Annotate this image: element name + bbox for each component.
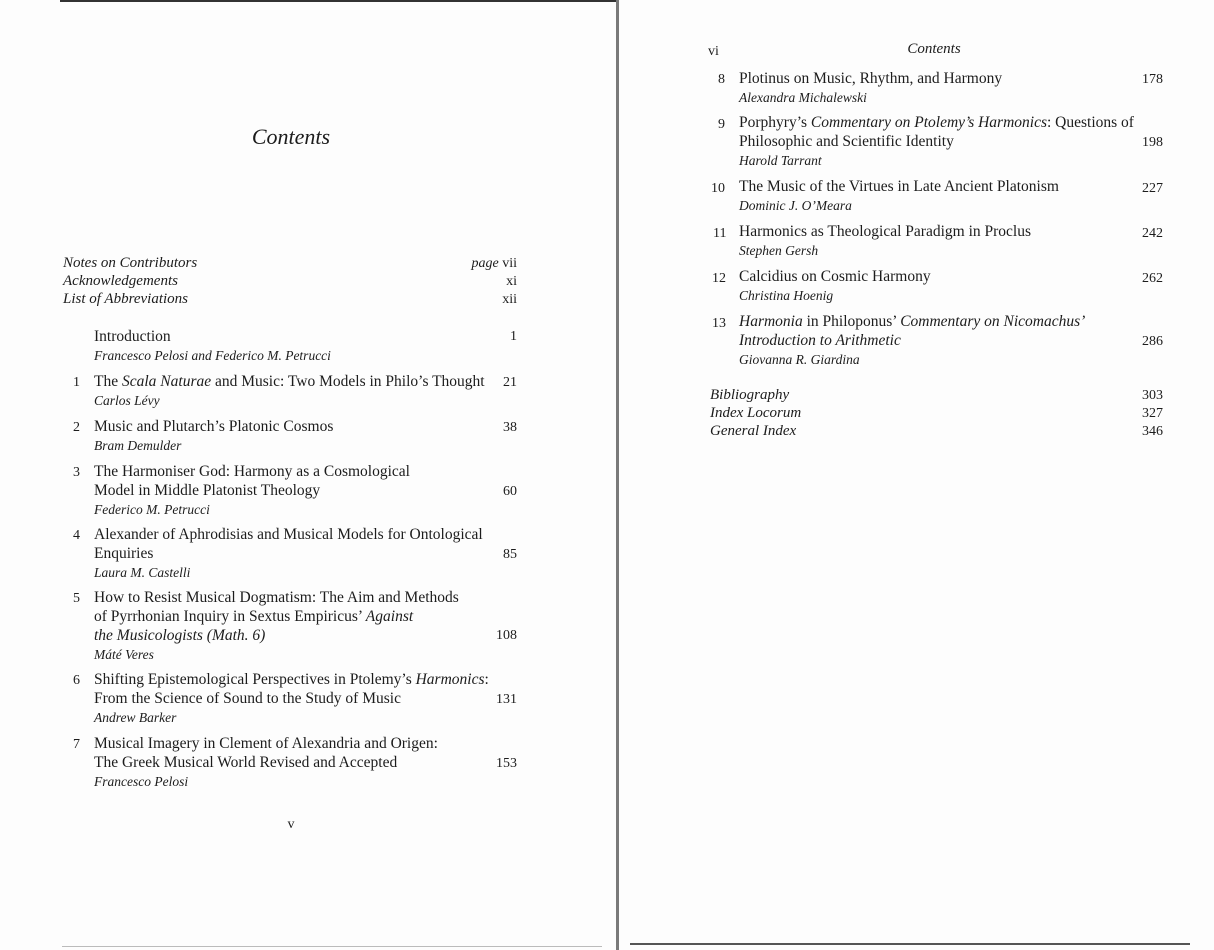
toc-title-chapter-13-line-2: Introduction to Arithmetic [739, 332, 901, 349]
toc-author-chapter-4: Laura M. Castelli [94, 565, 191, 580]
toc-entry-general-index: General Index [710, 423, 797, 439]
toc-entry-introduction: Introduction [94, 328, 171, 345]
toc-title-chapter-7-line-2: The Greek Musical World Revised and Accepted [94, 754, 398, 771]
chapter-number-10: 10 [711, 181, 725, 196]
page-number-chapter-8: 178 [1142, 72, 1163, 87]
toc-author-chapter-1: Carlos Lévy [94, 393, 160, 408]
page-number-abbreviations: xii [502, 292, 517, 307]
page-title: Contents [251, 124, 331, 149]
toc-author-chapter-10: Dominic J. O’Meara [739, 198, 852, 213]
toc-author-chapter-11: Stephen Gersh [739, 243, 819, 258]
page-folio: v [287, 817, 295, 832]
page-number-chapter-4: 85 [503, 547, 517, 562]
running-head: Contents [907, 41, 961, 57]
page-number-acknowledgements: xi [506, 274, 517, 289]
page-number-general-index: 346 [1142, 424, 1163, 439]
toc-title-chapter-5-line-3: the Musicologists (Math. 6) [94, 627, 266, 644]
top-edge-rule [60, 0, 616, 2]
toc-entry-bibliography: Bibliography [710, 387, 790, 403]
chapter-number-1: 1 [73, 375, 80, 390]
toc-entry-list-of-abbreviations: List of Abbreviations [63, 291, 189, 307]
page-folio: vi [708, 44, 719, 59]
toc-title-chapter-9-line-2: Philosophic and Scientific Identity [739, 133, 954, 150]
page-number-chapter-5: 108 [496, 628, 517, 643]
page-number-chapter-10: 227 [1142, 181, 1163, 196]
page-number-notes: page vii [471, 256, 517, 271]
toc-title-chapter-4-line-1: Alexander of Aphrodisias and Musical Models for Ontological [94, 526, 483, 543]
right-page [619, 0, 1214, 950]
toc-title-chapter-1: The Scala Naturae and Music: Two Models in Philo’s Thought [94, 373, 485, 390]
toc-title-chapter-6-line-1: Shifting Epistemological Perspectives in Ptolemy’s Harmonics: [94, 671, 489, 688]
toc-title-chapter-4-line-2: Enquiries [94, 545, 154, 562]
toc-author-introduction: Francesco Pelosi and Federico M. Petrucci [94, 348, 331, 363]
toc-title-chapter-11: Harmonics as Theological Paradigm in Proclus [739, 223, 1032, 240]
page-number-index-locorum: 327 [1142, 406, 1163, 421]
page-number-chapter-11: 242 [1142, 226, 1163, 241]
toc-title-chapter-3-line-2: Model in Middle Platonist Theology [94, 482, 321, 499]
toc-entry-acknowledgements: Acknowledgements [63, 273, 178, 289]
toc-title-chapter-2: Music and Plutarch’s Platonic Cosmos [94, 418, 334, 435]
chapter-number-11: 11 [713, 226, 727, 241]
page-number-chapter-1: 21 [503, 375, 517, 390]
toc-entry-notes-on-contributors: Notes on Contributors [63, 255, 198, 271]
toc-author-chapter-9: Harold Tarrant [739, 153, 822, 168]
page-number-bibliography: 303 [1142, 388, 1163, 403]
page-number-chapter-7: 153 [496, 756, 517, 771]
chapter-number-3: 3 [73, 465, 80, 480]
page-number-introduction: 1 [510, 329, 517, 344]
toc-author-chapter-3: Federico M. Petrucci [94, 502, 210, 517]
toc-author-chapter-12: Christina Hoenig [739, 288, 834, 303]
chapter-number-6: 6 [73, 673, 80, 688]
chapter-number-5: 5 [73, 591, 80, 606]
bottom-edge-rule-right [630, 943, 1190, 945]
page-number-chapter-6: 131 [496, 692, 517, 707]
toc-title-chapter-13-line-1: Harmonia in Philoponus’ Commentary on Nicomachus’ [739, 313, 1086, 330]
toc-title-chapter-9-line-1: Porphyry’s Commentary on Ptolemy’s Harmonics: Questions of [739, 114, 1134, 131]
chapter-number-8: 8 [718, 72, 725, 87]
page-prefix: page [471, 256, 499, 271]
toc-title-chapter-7-line-1: Musical Imagery in Clement of Alexandria and Origen: [94, 735, 438, 752]
chapter-number-12: 12 [712, 271, 726, 286]
chapter-number-4: 4 [73, 528, 80, 543]
toc-author-chapter-8: Alexandra Michalewski [739, 90, 867, 105]
toc-title-chapter-10: The Music of the Virtues in Late Ancient Platonism [739, 178, 1059, 195]
chapter-number-13: 13 [712, 316, 726, 331]
toc-title-chapter-5-line-1: How to Resist Musical Dogmatism: The Aim and Methods [94, 589, 459, 606]
toc-entry-index-locorum: Index Locorum [710, 405, 802, 421]
page-number-chapter-12: 262 [1142, 271, 1163, 286]
page-number-chapter-3: 60 [503, 484, 517, 499]
toc-author-chapter-2: Bram Demulder [94, 438, 182, 453]
chapter-number-7: 7 [73, 737, 80, 752]
toc-title-chapter-6-line-2: From the Science of Sound to the Study of Music [94, 690, 401, 707]
chapter-number-9: 9 [718, 117, 725, 132]
page-number-chapter-13: 286 [1142, 334, 1163, 349]
toc-title-chapter-8: Plotinus on Music, Rhythm, and Harmony [739, 70, 1003, 87]
toc-title-chapter-12: Calcidius on Cosmic Harmony [739, 268, 931, 285]
page-number-chapter-2: 38 [503, 420, 517, 435]
page-number-chapter-9: 198 [1142, 135, 1163, 150]
toc-title-chapter-3-line-1: The Harmoniser God: Harmony as a Cosmological [94, 463, 410, 480]
chapter-number-2: 2 [73, 420, 80, 435]
toc-author-chapter-7: Francesco Pelosi [94, 774, 189, 789]
toc-author-chapter-13: Giovanna R. Giardina [739, 352, 860, 367]
toc-title-chapter-5-line-2: of Pyrrhonian Inquiry in Sextus Empiricus’ Against [94, 608, 414, 625]
toc-author-chapter-5: Máté Veres [94, 647, 154, 662]
bottom-edge-rule-left [62, 946, 602, 947]
toc-author-chapter-6: Andrew Barker [94, 710, 177, 725]
